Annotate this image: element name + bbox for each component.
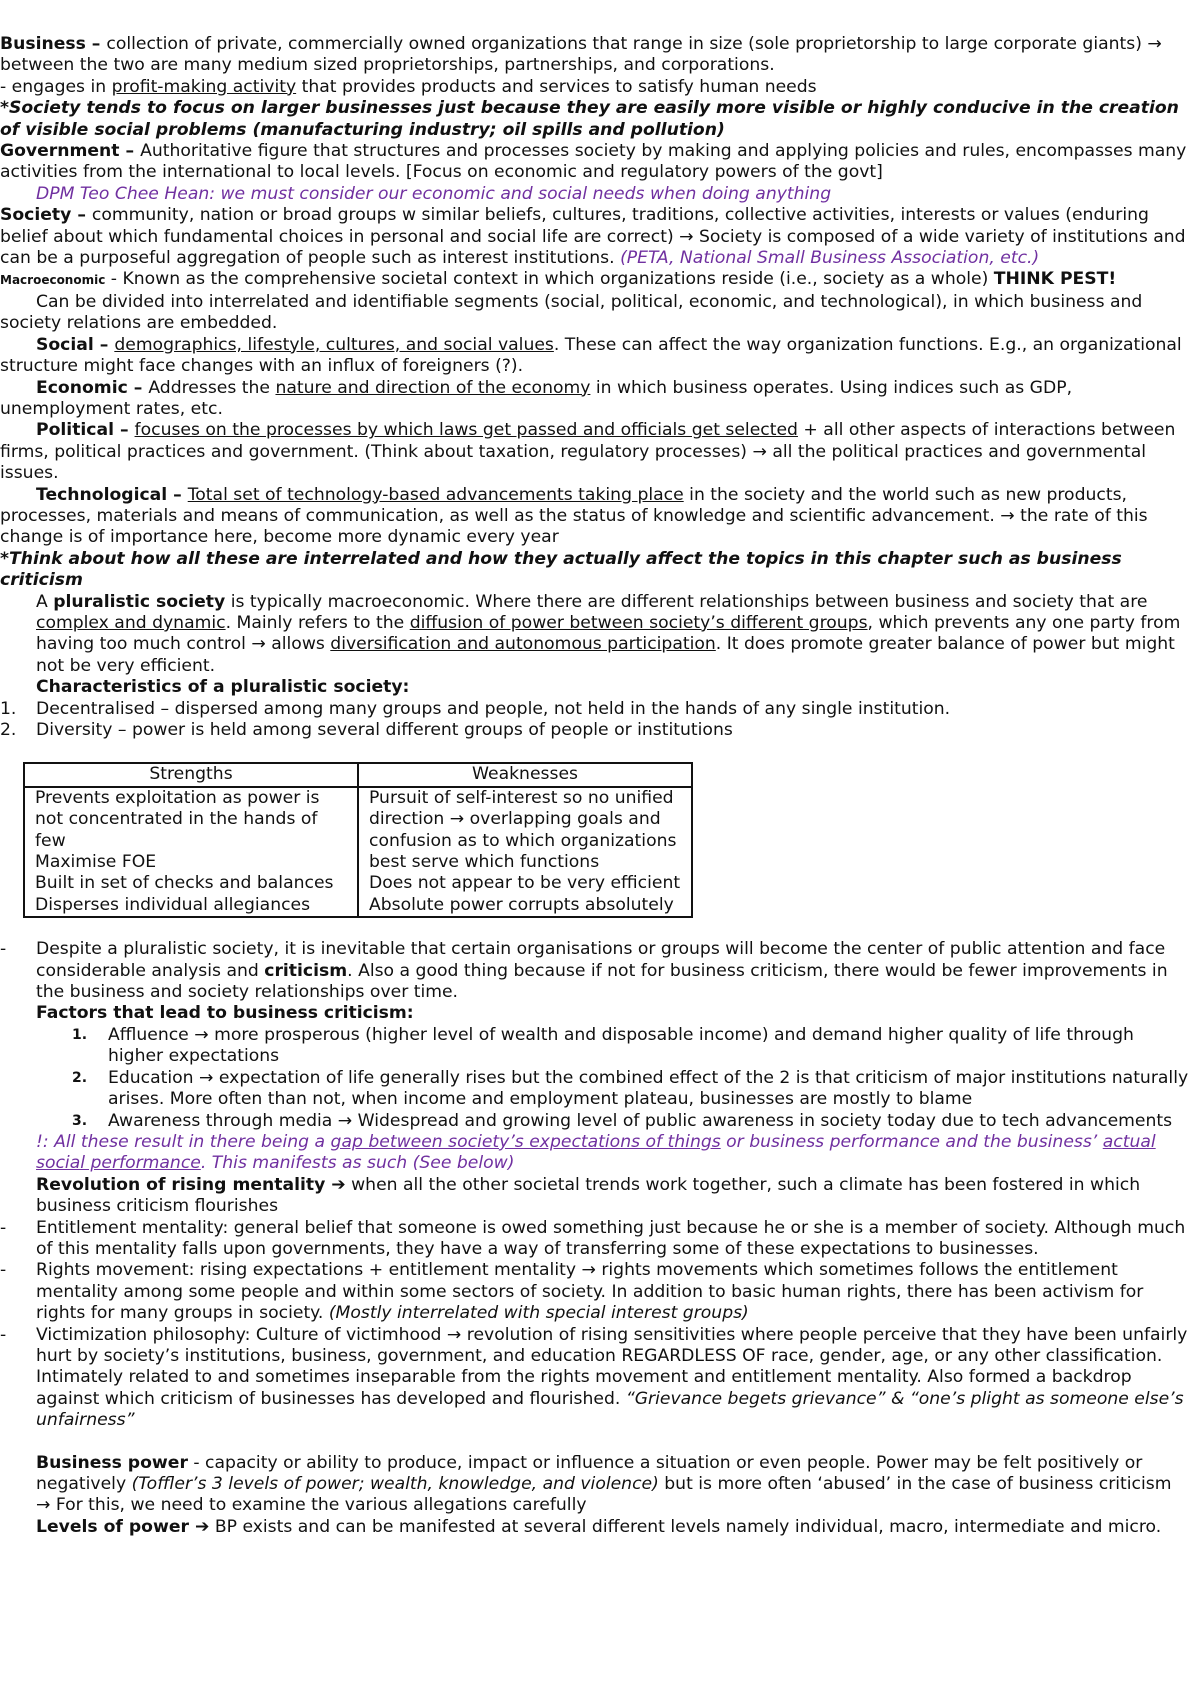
pl-c: is typically macroeconomic. Where there are different relationships between business and society that are xyxy=(225,591,1148,612)
list-text: Victimization philosophy: Culture of victimhood → revolution of rising sensitivities where people perceive that they have been unfairly hurt by society’s institutions, business, government, and education REGARDLESS OF race, gender, age, or any other classification. Intimately related to and sometimes inseparable from the rights movement and entitlement mentality. Also formed a backdrop against which criticism of businesses has developed and flourished. xyxy=(36,1324,1188,1409)
bullet-dash: - xyxy=(0,1217,7,1238)
business-activity-pre: - engages in xyxy=(0,76,112,97)
business-power-paragraph xyxy=(0,1453,1190,1517)
society-term: Society – xyxy=(0,205,92,226)
political-term: Political – xyxy=(36,420,135,441)
bullet-dash: - xyxy=(0,1260,7,1281)
pl-b: pluralistic society xyxy=(53,591,226,612)
levels-of-power-paragraph xyxy=(0,1517,1190,1538)
factor-item xyxy=(0,1025,1190,1068)
macro-economic xyxy=(0,378,1190,421)
power-a: - capacity or ability to produce, impact or influence a situation or even people. Power may be felt positively or negatively xyxy=(36,1452,1143,1494)
power-b: but is more often ‘abused’ in the case of business criticism → For this, we need to examine the various allegations carefully xyxy=(36,1474,1172,1516)
factor-number: 2. xyxy=(72,1069,88,1086)
tech-rest: in the society and the world such as new products, processes, materials and means of communication, as well as the status of knowledge and scientific advancement. → the rate of this change is of importance here, become more dynamic every year xyxy=(0,484,1148,548)
factor-item xyxy=(0,1068,1190,1111)
macro-political xyxy=(0,420,1190,484)
strengths-weaknesses-table xyxy=(23,762,693,918)
list-item xyxy=(0,1218,1190,1261)
list-item xyxy=(0,1325,1190,1432)
pl-a: A xyxy=(36,591,54,612)
factors-heading: Factors that lead to business criticism: xyxy=(36,1003,414,1024)
tech-underline: Total set of technology-based advancements taking place xyxy=(187,484,684,505)
strength-item: Prevents exploitation as power is not concentrated in the hands of few xyxy=(35,787,320,851)
social-underline: demographics, lifestyle, cultures, and social values xyxy=(114,334,554,355)
list-italic: “Grievance begets grievance” & “one’s plight as someone else’s unfairness” xyxy=(36,1388,1184,1431)
table-header-row xyxy=(24,763,692,786)
macro-intro: Can be divided into interrelated and identifiable segments (social, political, economic, and technological), in which business and society relations are embedded. xyxy=(0,291,1143,334)
business-activity-underline: profit-making activity xyxy=(111,76,297,97)
political-rest: + all other aspects of interactions between firms, political practices and government. (Think about taxation, regulatory processes) → all the political practices and governmental issues. xyxy=(0,420,1176,484)
spacer xyxy=(0,1432,1190,1453)
weakness-item: Pursuit of self-interest so no unified direction → overlapping goals and confusion as to which organizations best serve which functions xyxy=(369,787,677,873)
weakness-item: Does not appear to be very efficient xyxy=(369,873,681,894)
table-header-strengths: Strengths xyxy=(24,763,358,786)
macro-term: Macroeconomic xyxy=(0,273,106,288)
business-note: *Society tends to focus on larger businesses just because they are easily more visible or highly conducive in the creation of visible social problems (manufacturing industry; oil spills and pollution) xyxy=(0,98,1179,140)
strengths-cell xyxy=(24,787,358,917)
revolution-rest: when all the other societal trends work together, such a climate has been fostered in which business criticism flourishes xyxy=(36,1174,1141,1217)
macro-social xyxy=(0,335,1190,378)
weaknesses-cell xyxy=(358,787,692,917)
economic-underline: nature and direction of the economy xyxy=(275,377,591,398)
pl-f: . It does promote greater balance of power but might not be very efficient. xyxy=(36,634,1175,676)
business-definition xyxy=(0,34,1190,77)
tech-term: Technological – xyxy=(36,484,188,505)
pluralistic-paragraph xyxy=(0,592,1190,678)
factor-text: Awareness through media → Widespread and growing level of public awareness in society today due to tech advancements xyxy=(108,1110,1173,1131)
bullet-dash: - xyxy=(0,1324,7,1345)
factor-text: Education → expectation of life generally rises but the combined effect of the 2 is that criticism of major institutions naturally arises. More often than not, when income and employment plateau, businesses are mostly to blame xyxy=(108,1067,1189,1110)
macro-definition xyxy=(0,269,1190,291)
government-term: Government – xyxy=(0,141,141,162)
macro-def: - Known as the comprehensive societal context in which organizations reside (i.e., society as a whole) xyxy=(105,269,994,290)
weakness-item: Absolute power corrupts absolutely xyxy=(369,894,674,915)
list-italic: (Mostly interrelated with special interest groups) xyxy=(328,1303,749,1324)
gap-u2: actual social performance xyxy=(36,1131,1156,1174)
revolution-paragraph xyxy=(0,1175,1190,1218)
table-row xyxy=(24,787,692,917)
society-example: (PETA, National Small Business Association, etc.) xyxy=(620,248,1040,269)
pl-u2: diffusion of power between society’s different groups xyxy=(409,612,868,633)
society-definition xyxy=(0,205,1190,269)
business-def: collection of private, commercially owned organizations that range in size (sole proprietorship to large corporate giants) → between the two are many medium sized proprietorships, partnerships, and corporations. xyxy=(0,34,1162,76)
gap-c: . This manifests as such (See below) xyxy=(200,1153,515,1174)
list-item xyxy=(0,720,1190,741)
social-term: Social – xyxy=(36,334,115,355)
macro-think: THINK PEST! xyxy=(993,269,1117,290)
gap-b: or business performance and the business’ xyxy=(720,1131,1103,1152)
document-page xyxy=(0,34,1190,1538)
political-underline: focuses on the processes by which laws get passed and officials get selected xyxy=(134,420,798,441)
power-term: Business power xyxy=(36,1452,188,1473)
table-header-weaknesses: Weaknesses xyxy=(358,763,692,786)
strength-item: Disperses individual allegiances xyxy=(35,894,311,915)
list-text: Rights movement: rising expectations + entitlement mentality → rights movements which sometimes follows the entitlement mentality among some people and within some sectors of society. In addition to basic human rights, there has been activism for rights for many groups in society. xyxy=(36,1260,1144,1324)
list-item xyxy=(0,699,1190,720)
factor-number: 1. xyxy=(72,1026,88,1043)
levels-term: Levels of power ➔ xyxy=(36,1516,210,1537)
list-item xyxy=(0,1260,1190,1324)
strength-item: Built in set of checks and balances xyxy=(35,873,334,894)
economic-rest: in which business operates. Using indices such as GDP, unemployment rates, etc. xyxy=(0,377,1073,419)
list-number: 2. xyxy=(0,720,17,740)
list-text: Decentralised – dispersed among many groups and people, not held in the hands of any single institution. xyxy=(36,698,951,719)
factor-item xyxy=(0,1111,1190,1132)
list-text: Entitlement mentality: general belief that someone is owed something just because he or she is a member of society. Although much of this mentality falls upon governments, they have a way of transferring some of these expectations to businesses. xyxy=(36,1217,1186,1259)
gap-a: !: All these result in there being a xyxy=(36,1131,331,1152)
criticism-paragraph xyxy=(0,939,1190,1003)
factor-number: 3. xyxy=(72,1112,88,1129)
list-number: 1. xyxy=(0,698,17,719)
revolution-term: Revolution of rising mentality ➔ xyxy=(36,1174,346,1195)
crit-b: criticism xyxy=(264,960,348,981)
economic-term: Economic – xyxy=(36,377,149,398)
economic-pre: Addresses the xyxy=(148,377,276,398)
pl-d: . Mainly refers to the xyxy=(225,612,410,633)
business-activity-post: that provides products and services to satisfy human needs xyxy=(296,76,817,97)
strength-item: Maximise FOE xyxy=(35,852,157,873)
levels-rest: BP exists and can be manifested at several different levels namely individual, macro, intermediate and micro. xyxy=(209,1516,1162,1537)
factor-text: Affluence → more prosperous (higher level of wealth and disposable income) and demand higher quality of life through higher expectations xyxy=(108,1024,1134,1067)
gap-note xyxy=(0,1132,1190,1175)
characteristics-heading: Characteristics of a pluralistic society: xyxy=(36,677,410,698)
macro-technological xyxy=(0,485,1190,549)
pl-u1: complex and dynamic xyxy=(36,612,226,633)
macro-note: *Think about how all these are interrelated and how they actually affect the topics in this chapter such as business criticism xyxy=(0,548,1122,591)
government-def: Authoritative figure that structures and processes society by making and applying policies and rules, encompasses many activities from the international to local levels. [Focus on economic and regulatory powers of the govt] xyxy=(0,141,1187,183)
government-quote: DPM Teo Chee Hean: we must consider our economic and social needs when doing anything xyxy=(36,183,832,204)
pl-u3: diversification and autonomous participation xyxy=(330,634,716,655)
crit-c: . Also a good thing because if not for business criticism, there would be fewer improvements in the business and society relationships over time. xyxy=(36,960,1168,1003)
pl-e: , which prevents any one party from having too much control → allows xyxy=(36,612,1181,655)
business-term: Business – xyxy=(0,34,107,54)
power-italic: (Toffler’s 3 levels of power; wealth, knowledge, and violence) xyxy=(131,1474,659,1494)
business-activity xyxy=(0,77,1190,98)
government-definition xyxy=(0,141,1190,184)
social-rest: . These can affect the way organization functions. E.g., an organizational structure might face changes with an influx of foreigners (?). xyxy=(0,334,1182,377)
list-text: Diversity – power is held among several different groups of people or institutions xyxy=(36,720,733,740)
society-def: community, nation or broad groups w similar beliefs, cultures, traditions, collective activities, interests or values (enduring belief about which fundamental choices in personal and social life are correct) → Society is composed of a wide variety of institutions and can be a purposeful aggregation of people such as interest institutions. xyxy=(0,205,1186,269)
gap-u1: gap between society’s expectations of things xyxy=(330,1131,721,1152)
bullet-dash: - xyxy=(0,939,7,960)
crit-a: Despite a pluralistic society, it is inevitable that certain organisations or groups will become the center of public attention and face considerable analysis and xyxy=(36,939,1166,981)
